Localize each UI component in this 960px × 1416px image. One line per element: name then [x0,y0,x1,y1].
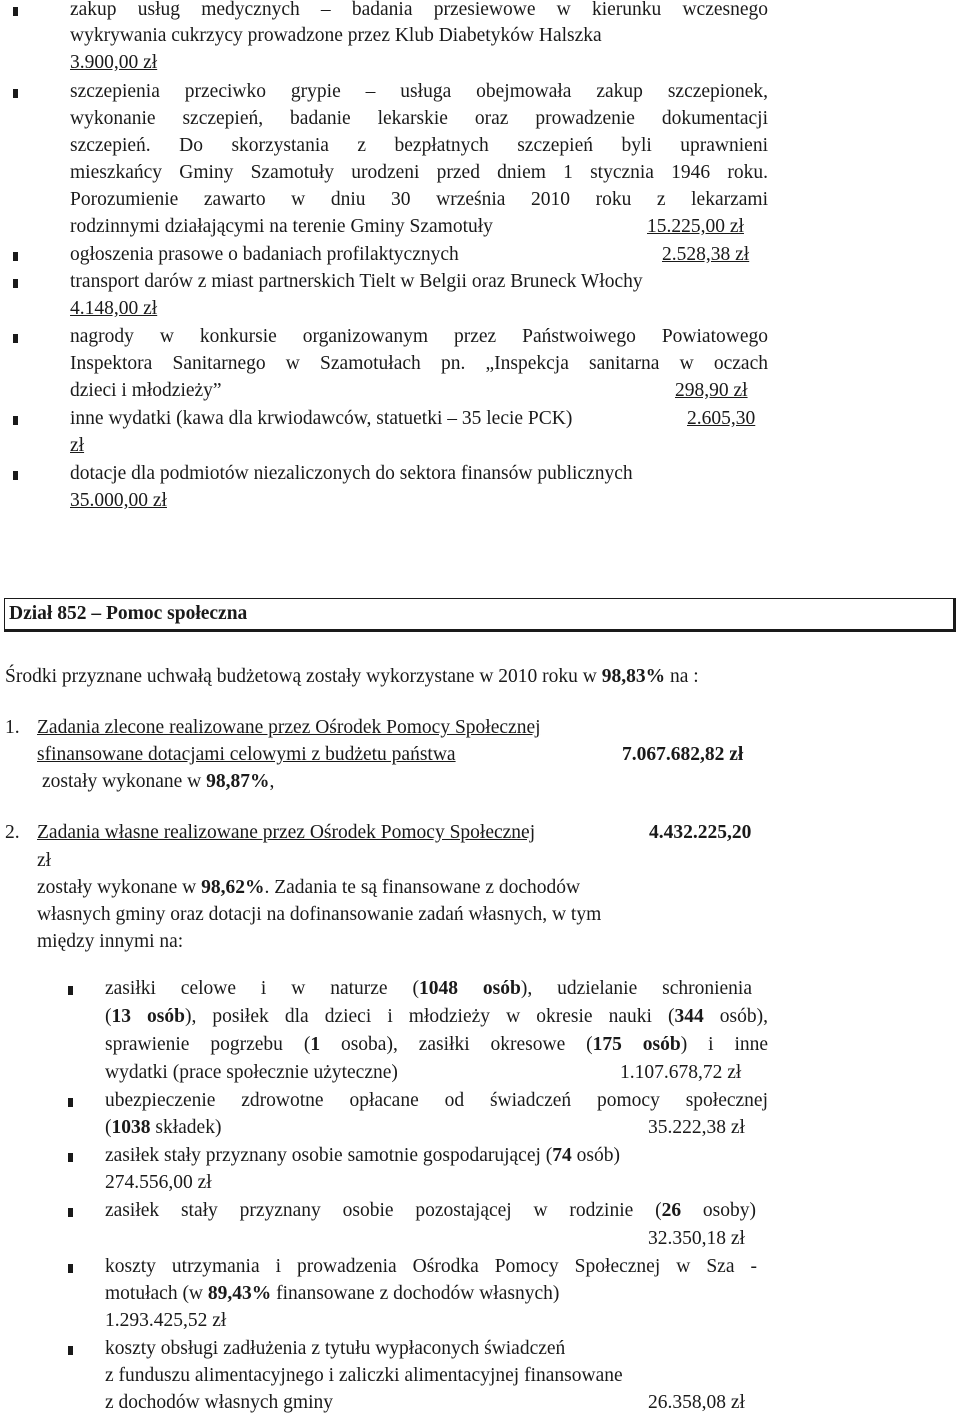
amount: 4.432.225,20 [649,822,752,843]
text-fragment: sprawienie pogrzebu ( [105,1034,311,1055]
intro-percent: 98,83% [601,666,666,687]
text-line: z funduszu alimentacyjnego i zaliczki alimentacyjnej finansowane [105,1365,623,1386]
text-fragment: zasiłki celowe i w naturze ( [105,978,419,999]
bullet-icon [68,1346,73,1355]
bullet-icon [13,471,18,480]
bullet-icon [68,1098,73,1107]
amount: 35.000,00 zł [70,490,167,511]
intro-end: na : [670,666,699,687]
count: 26 [661,1200,682,1221]
count: 1048 osób [418,978,521,999]
text-line: wykonanie szczepień, badanie lekarskie oraz prowadzenie dokumentacji [70,108,768,129]
text-line [105,1143,620,1169]
text-line: z dochodów własnych gminy [105,1392,334,1413]
bullet-icon [68,1208,73,1217]
text-line [105,976,752,1002]
text-fragment: ( [105,1117,112,1138]
bullet-icon [13,416,18,425]
intro-text: Środki przyznane uchwałą budżetową zostały wykorzystane w 2010 roku w [5,666,597,687]
text-line [105,1032,768,1058]
item-number: 2. [5,822,20,843]
text-line: mieszkańcy Gminy Szamotuły urodzeni przed dniem 1 stycznia 1946 roku. [70,162,768,183]
text-fragment: finansowane z dochodów własnych) [271,1283,560,1304]
bullet-icon [13,89,18,98]
text-line: własnych gminy oraz dotacji na dofinansowanie zadań własnych, w tym [37,904,602,925]
amount: 1.293.425,52 zł [105,1310,227,1331]
text-line: transport darów z miast partnerskich Tielt w Belgii oraz Bruneck Włochy [70,271,643,292]
text-line: zakup usług medycznych – badania przesiewowe w kierunku wczesnego [70,0,768,20]
text-line [105,1004,768,1030]
bullet-icon [68,1264,73,1273]
text-line: nagrody w konkursie organizowanym przez Państwoiwego Powiatowego [70,326,768,347]
text-fragment: ), udzielanie schronienia [520,978,752,999]
text-line [105,1281,559,1307]
amount: 3.900,00 zł [70,52,158,73]
text-line: koszty obsługi zadłużenia z tytułu wypłaconych świadczeń [105,1338,566,1359]
percent: 98,87% [206,771,270,792]
text-fragment: osoba), zasiłki okresowe ( [320,1034,593,1055]
text-line: Zadania własne realizowane przez Ośrodek Pomocy Społecznej [37,822,536,843]
bullet-icon [68,986,73,995]
amount: 7.067.682,82 zł [622,744,744,765]
text-line: rodzinnymi działającymi na terenie Gminy Szamotuły [70,216,493,237]
count: 175 osób [592,1034,681,1055]
count: 344 [674,1006,704,1027]
text-fragment: zostały wykonane w [37,877,197,898]
percent: 98,62% [201,877,265,898]
text-fragment: osób), [703,1006,768,1027]
text-line: dzieci i młodzieży” [70,380,222,401]
bullet-icon [68,1153,73,1162]
amount: 4.148,00 zł [70,298,158,319]
amount: 2.528,38 zł [662,244,750,265]
bullet-icon [13,334,18,343]
text-line: Zadania zlecone realizowane przez Ośrodek Pomocy Społecznej [37,717,541,738]
text-fragment: zasiłek stały przyznany osobie pozostającej w rodzinie ( [105,1200,662,1221]
text-fragment: zasiłek stały przyznany osobie samotnie gospodarującej ( [105,1145,553,1166]
bullet-icon [13,7,18,16]
count: 13 osób [111,1006,185,1027]
text-fragment: , [269,771,275,792]
text-line [42,769,274,795]
text-line: koszty utrzymania i prowadzenia Ośrodka Pomocy Społecznej w Sza - [105,1256,757,1277]
item-number: 1. [5,717,20,738]
amount: 32.350,18 zł [648,1228,745,1249]
text-line: inne wydatki (kawa dla krwiodawców, statuetki – 35 lecie PCK) [70,408,573,429]
percent: 89,43% [207,1283,272,1304]
amount: 1.107.678,72 zł [620,1062,742,1083]
text-fragment: ), posiłek dla dzieci i młodzieży w okresie nauki ( [185,1006,675,1027]
text-line: ogłoszenia prasowe o badaniach profilaktycznych [70,244,459,265]
section-title: Dział 852 – Pomoc społeczna [9,603,248,624]
text-fragment: zostały wykonane w [42,771,202,792]
text-line [105,1115,221,1141]
text-line: dotacje dla podmiotów niezaliczonych do sektora finansów publicznych [70,463,633,484]
intro-paragraph [5,664,699,690]
text-fragment: ( [105,1006,112,1027]
text-line: sfinansowane dotacjami celowymi z budżetu państwa [37,744,456,765]
text-line: zł [70,435,85,456]
text-line [37,875,580,901]
text-line: między innymi na: [37,931,184,952]
bullet-icon [13,279,18,288]
count: 1038 [111,1117,151,1138]
amount: 298,90 zł [675,380,748,401]
text-fragment: motułach (w [105,1283,208,1304]
text-line: wykrywania cukrzycy prowadzone przez Klub Diabetyków Halszka [70,25,602,46]
count: 1 [310,1034,321,1055]
text-fragment: osób) [571,1145,620,1166]
amount: 35.222,38 zł [648,1117,745,1138]
amount: 15.225,00 zł [647,216,744,237]
text-line: wydatki (prace społecznie użyteczne) [105,1062,398,1083]
text-line: Inspektora Sanitarnego w Szamotułach pn. „Inspekcja sanitarna w oczach [70,353,768,374]
bullet-icon [13,252,18,261]
text-fragment: osoby) [681,1200,757,1221]
amount: 2.605,30 [687,408,756,429]
count: 74 [552,1145,572,1166]
section-header [4,598,956,632]
text-fragment: ) i inne [680,1034,769,1055]
text-line: zł [37,850,52,871]
text-fragment: składek) [150,1117,222,1138]
text-line: szczepienia przeciwko grypie – usługa obejmowała zakup szczepionek, [70,81,768,102]
amount: 26.358,08 zł [648,1392,745,1413]
text-line [105,1198,756,1224]
text-fragment: . Zadania te są finansowane z dochodów [264,877,581,898]
amount: 274.556,00 zł [105,1172,212,1193]
text-line: ubezpieczenie zdrowotne opłacane od świadczeń pomocy społecznej [105,1090,768,1111]
text-line: Porozumienie zawarto w dniu 30 września 2010 roku z lekarzami [70,189,768,210]
text-line: szczepień. Do skorzystania z bezpłatnych szczepień byli uprawnieni [70,135,768,156]
